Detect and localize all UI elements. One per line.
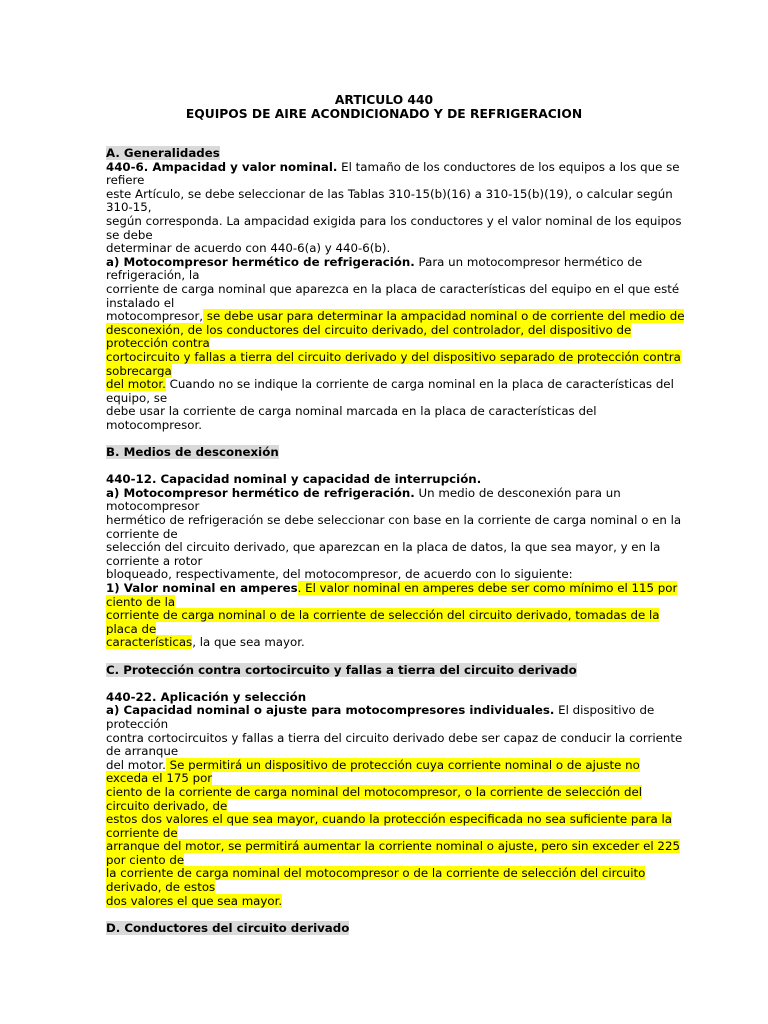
body-text: refiere bbox=[106, 173, 145, 188]
highlighted-text: estos dos valores el que sea mayor, cuando la protección especificada no sea suficiente para la bbox=[106, 812, 672, 827]
section-heading-d: D. Conductores del circuito derivado bbox=[106, 920, 350, 935]
body-text: contra cortocircuitos y fallas a tierra del circuito derivado debe ser capaz de conducir la corriente bbox=[106, 730, 683, 745]
body-text: determinar de acuerdo con 440-6(a) y 440-6(b). bbox=[106, 241, 391, 256]
highlighted-text: ciento de la bbox=[106, 594, 176, 609]
body-text: protección bbox=[106, 716, 169, 731]
subclause-heading: a) Motocompresor hermético de refrigeración. bbox=[106, 485, 415, 500]
highlighted-text: sobrecarga bbox=[106, 363, 172, 378]
body-text: Cuando no se indique la corriente de carga nominal en la placa de características del bbox=[165, 377, 674, 392]
subclause-heading: a) Motocompresor hermético de refrigeración. bbox=[106, 254, 415, 269]
body-text: selección del circuito derivado, que aparezcan en la placa de datos, la que sea mayor, y en la bbox=[106, 540, 661, 555]
highlighted-text: exceda el 175 por bbox=[106, 771, 213, 786]
body-text: corriente de bbox=[106, 526, 178, 541]
clause-heading: 440-12. Capacidad nominal y capacidad de interrupción. bbox=[106, 472, 482, 487]
body-text: debe usar la corriente de carga nominal marcada en la placa de características del bbox=[106, 404, 597, 419]
highlighted-text: del motor. bbox=[106, 377, 166, 392]
body-text: motocompresor, bbox=[106, 309, 204, 324]
highlighted-text: por ciento de bbox=[106, 852, 185, 867]
body-text: se debe bbox=[106, 227, 153, 242]
highlighted-text: Se permitirá un dispositivo de protección cuya corriente nominal o de ajuste no bbox=[165, 757, 640, 772]
body-text: instalado el bbox=[106, 295, 175, 310]
article-number: ARTICULO 440 bbox=[334, 93, 434, 107]
body-text: , la que sea mayor. bbox=[192, 635, 305, 650]
highlighted-text: corriente de carga nominal o de la corriente de selección del circuito derivado, tomadas de la bbox=[106, 608, 660, 623]
section-heading-c: C. Protección contra cortocircuito y fallas a tierra del circuito derivado bbox=[106, 662, 577, 677]
body-text: Un medio de desconexión para un bbox=[414, 485, 621, 500]
body-text: motocompresor. bbox=[106, 417, 202, 432]
highlighted-text: corriente de bbox=[106, 825, 178, 840]
clause-heading: 440-6. Ampacidad y valor nominal. bbox=[106, 159, 338, 174]
highlighted-text: protección contra bbox=[106, 336, 210, 351]
highlighted-text: derivado, de estos bbox=[106, 880, 216, 895]
body-text: refrigeración, la bbox=[106, 268, 200, 283]
clause-heading: 440-22. Aplicación y selección bbox=[106, 689, 307, 704]
subclause-heading: a) Capacidad nominal o ajuste para motocompresores individuales. bbox=[106, 703, 555, 718]
body-text: este Artículo, se debe seleccionar de las Tablas 310-15(b)(16) a 310-15(b)(19), o calcular según bbox=[106, 186, 673, 201]
highlighted-text: ciento de la corriente de carga nominal del motocompresor, o la corriente de selección del bbox=[106, 784, 642, 799]
highlighted-text: circuito derivado, de bbox=[106, 798, 228, 813]
section-heading-b: B. Medios de desconexión bbox=[106, 445, 279, 460]
highlighted-text: arranque del motor, se permitirá aumentar la corriente nominal o ajuste, pero sin exceder el 225 bbox=[106, 839, 680, 854]
highlighted-text: dos valores el que sea mayor. bbox=[106, 893, 283, 908]
body-text: del motor. bbox=[106, 757, 166, 772]
body-text: Para un motocompresor hermético de bbox=[414, 254, 643, 269]
body-text: 310-15, bbox=[106, 200, 152, 215]
body-text: hermético de refrigeración se debe seleccionar con base en la corriente de carga nominal o en la bbox=[106, 513, 682, 528]
body-text: equipo, se bbox=[106, 390, 168, 405]
highlighted-text: . El valor nominal en amperes debe ser como mínimo el 115 por bbox=[297, 581, 678, 595]
body-text: de arranque bbox=[106, 744, 179, 759]
document-body bbox=[106, 146, 685, 935]
highlighted-text: se debe usar para determinar la ampacidad nominal o de corriente del medio de bbox=[203, 309, 685, 324]
highlighted-text: cortocircuito y fallas a tierra del circuito derivado y del dispositivo separado de protección contra bbox=[106, 349, 681, 364]
body-text: según corresponda. La ampacidad exigida para los conductores y el valor nominal de los equipos bbox=[106, 213, 682, 228]
body-text: El dispositivo de bbox=[554, 703, 655, 718]
body-text: motocompresor bbox=[106, 499, 200, 514]
body-text: bloqueado, respectivamente, del motocompresor, de acuerdo con lo siguiente: bbox=[106, 567, 573, 582]
highlighted-text: desconexión, de los conductores del circuito derivado, del controlador, del dispositivo de bbox=[106, 322, 632, 337]
highlighted-text: placa de bbox=[106, 621, 157, 636]
highlighted-text: características bbox=[106, 635, 193, 650]
body-text: corriente de carga nominal que aparezca en la placa de características del equipo en el que esté bbox=[106, 281, 680, 296]
section-heading-a: A. Generalidades bbox=[106, 146, 220, 160]
item-heading: 1) Valor nominal en amperes bbox=[106, 581, 298, 595]
highlighted-text: la corriente de carga nominal del motocompresor o de la corriente de selección del circuito bbox=[106, 866, 646, 881]
article-title: EQUIPOS DE AIRE ACONDICIONADO Y DE REFRIGERACION bbox=[185, 107, 583, 121]
body-text: El tamaño de los conductores de los equipos a los que se bbox=[337, 159, 680, 174]
body-text: corriente a rotor bbox=[106, 553, 203, 568]
